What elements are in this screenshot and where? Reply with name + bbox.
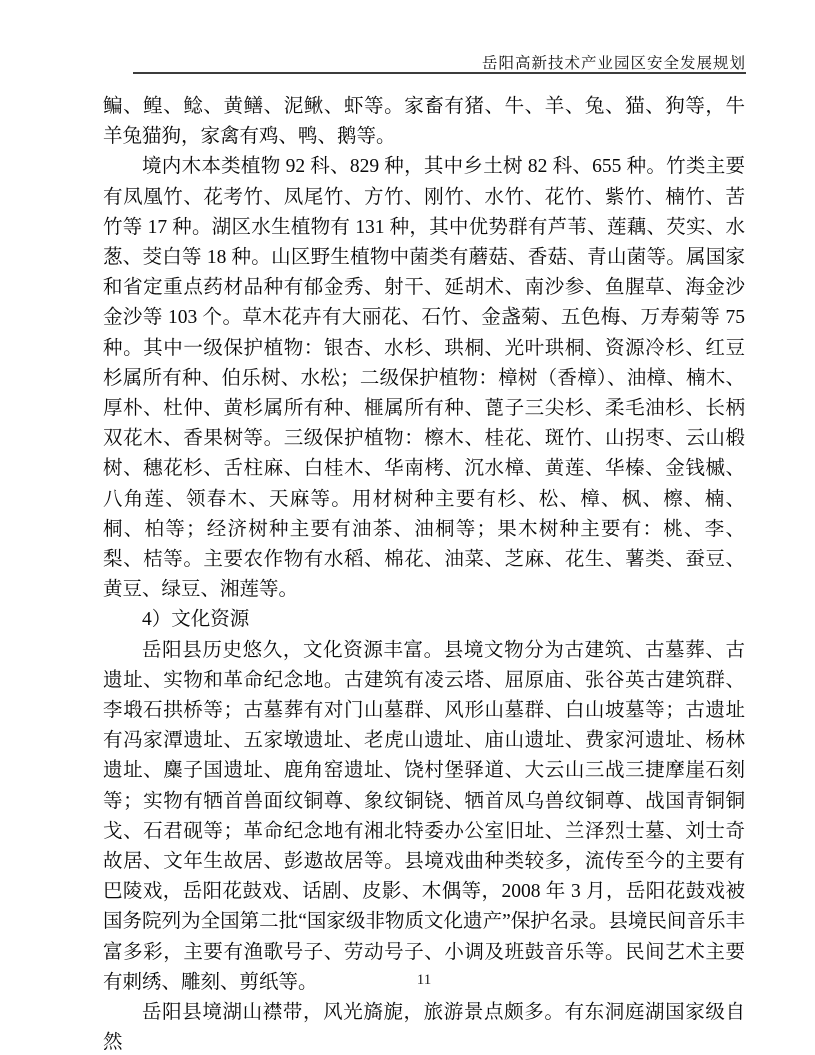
paragraph-heading-cultural-resources: 4）文化资源 xyxy=(142,609,250,631)
document-body xyxy=(103,92,745,1055)
paragraph-scenery: 岳阳县境湖山襟带，风光旖旎，旅游景点颇多。有东洞庭湖国家级自然 xyxy=(103,1002,745,1054)
page-header-title: 岳阳高新技术产业园区安全发展规划 xyxy=(481,55,746,72)
paragraph-continuation: 鳊、鳇、鲶、黄鳝、泥鳅、虾等。家畜有猪、牛、羊、兔、猫、狗等，牛羊兔猫狗，家禽有鸡、鸭、鹅等。 xyxy=(103,96,745,148)
header-rule xyxy=(133,72,746,74)
paragraph-cultural-relics: 岳阳县历史悠久，文化资源丰富。县境文物分为古建筑、古墓葬、古遗址、实物和革命纪念地。古建筑有凌云塔、屈原庙、张谷英古建筑群、李塅石拱桥等；古墓葬有对门山墓群、风形山墓群、白山坡墓等；古遗址有冯家潭遗址、五家墩遗址、老虎山遗址、庙山遗址、费家河遗址、杨林遗址、麋子国遗址、鹿角窑遗址、饶村堡驿道、大云山三战三捷摩崖石刻等；实物有牺首兽面纹铜尊、象纹铜铙、牺首凤乌兽纹铜尊、战国青铜铜戈、石君砚等；革命纪念地有湘北特委办公室旧址、兰泽烈士墓、刘士奇故居、文年生故居、彭遨故居等。县境戏曲种类较多，流传至今的主要有巴陵戏，岳阳花鼓戏、话剧、皮影、木偶等，2008 年 3 月，岳阳花鼓戏被国务院列为全国第二批“国家级非物质文化遗产”保护名录。县境民间音乐丰富多彩，主要有渔歌号子、劳动号子、小调及班鼓音乐等。民间艺术主要有刺绣、雕刻、剪纸等。 xyxy=(103,639,745,993)
paragraph-flora-resources: 境内木本类植物 92 科、829 种，其中乡土树 82 科、655 种。竹类主要有凤凰竹、花考竹、凤尾竹、方竹、刚竹、水竹、花竹、紫竹、楠竹、苦竹等 17 种。湖区水生植物有 131 种，其中优势群有芦苇、莲藕、芡实、水葱、茭白等 18 种。山区野生植物中菌类有蘑菇、香菇、青山菌等。属国家和省定重点药材品种有郁金秀、射干、延胡术、南沙参、鱼腥草、海金沙金沙等 103 个。草木花卉有大丽花、石竹、金盏菊、五色梅、万寿菊等 75 种。其中一级保护植物：银杏、水杉、珙桐、光叶珙桐、资源冷杉、红豆杉属所有种、伯乐树、水松；二级保护植物：樟树（香樟）、油樟、楠木、厚朴、杜仲、黄杉属所有种、榧属所有种、蓖子三尖杉、柔毛油杉、长柄双花木、香果树等。三级保护植物：檫木、桂花、斑竹、山拐枣、云山椴树、穗花杉、舌柱麻、白桂木、华南栲、沉水樟、黄莲、华榛、金钱槭、八角莲、领春木、天麻等。用材树种主要有杉、松、樟、枫、檫、楠、桐、柏等；经济树种主要有油茶、油桐等；果木树种主要有：桃、李、梨、桔等。主要农作物有水稻、棉花、油菜、芝麻、花生、薯类、蚕豆、黄豆、绿豆、湘莲等。 xyxy=(103,156,745,601)
page-number: 11 xyxy=(416,972,432,988)
